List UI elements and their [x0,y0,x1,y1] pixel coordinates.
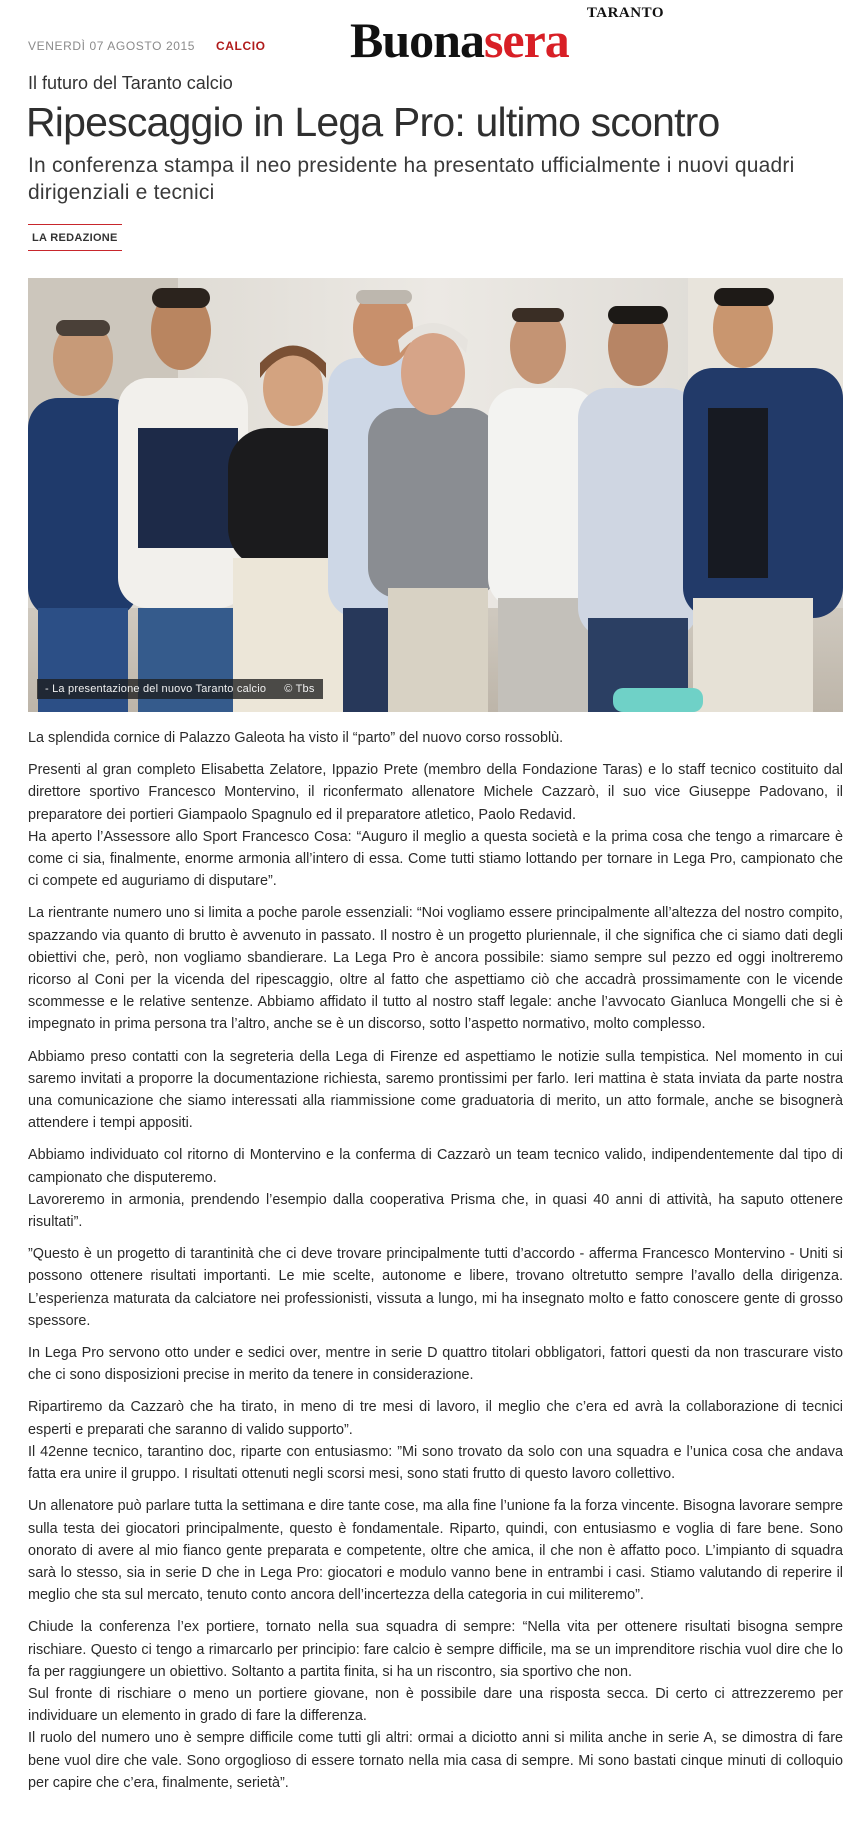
logo-word-2: sera [483,12,569,68]
body-paragraph: In Lega Pro servono otto under e sedici over, mentre in serie D quattro titolari obbligatori, fattori questi da non trascurare visto che ci sono disposizioni precise in merito da tenere in considerazione. [28,1345,843,1384]
body-paragraph: Un allenatore può parlare tutta la settimana e dire tante cose, ma alla fine l’unione fa la forza vincente. Bisogna lavorare sempre sulla testa dei giocatori principalmente, questo è fondamentale. Riparto, quindi, con entusiasmo e voglia di fare bene. Sono onorato di avere al mio fianco gente preparata e competente, oltre che amica, il che non è affatto poco. L’impianto di squadra sarà lo stesso, sia in serie D che in Lega Pro: giocatori e modulo vanno bene in entrambi i casi. Stiamo valutando di reperire il meglio che sta sul mercato, tenuto conto ancora dell’incertezza della categoria in cui militeremo”. [28,1498,843,1604]
body-paragraph: Abbiamo individuato col ritorno di Montervino e la conferma di Cazzarò un team tecnico valido, indipendentemente dal tipo di campionato che disputeremo. [28,1147,843,1186]
body-paragraph: Presenti al gran completo Elisabetta Zelatore, Ippazio Prete (membro della Fondazione Taras) e lo staff tecnico costituito dal direttore sportivo Francesco Montervino, il riconfermato allenatore Michele Cazzarò, il suo vice Giuseppe Padovano, il preparatore dei portieri Giampaolo Spagnulo ed il preparatore atletico, Paolo Redavid. [28,762,843,823]
publish-date: VENERDÌ 07 AGOSTO 2015 [28,39,196,53]
body-paragraph: Sul fronte di rischiare o meno un portiere giovane, non è possibile dare una risposta secca. Di certo ci attrezzeremo per individuare un elemento in grado di fare la differenza. [28,1685,843,1725]
logo-word-1: Buona [350,12,484,68]
logo-city: TARANTO [586,5,664,21]
body-paragraph: La rientrante numero uno si limita a poche parole essenziali: “Noi vogliamo essere principalmente all’altezza del nostro compito, spazzando via quanto di brutto è avvenuto in passato. Il nostro è un progetto pluriennale, il che significa che ci siamo dati degli obiettivi che, però, non vogliamo sbandierare. La Lega Pro è ancora possibile: siamo sempre sul pezzo ed oggi inoltreremo ricorso al Coni per la vicenda del ripescaggio, oltre al fatto che aspettiamo ciò che accadrà prossimamente con le vicende scommesse e le relative sentenze. Abbiamo affidato il tutto al nostro staff legale: anche l’avvocato Gianluca Mongelli che si è impegnato in prima persona tra l’altro, anche se è un discorso, sotto l’aspetto normativo, molto complesso. [28,905,843,1033]
author-byline[interactable]: LA REDAZIONE [28,224,122,251]
newspaper-logo[interactable] [350,5,666,68]
photo-credit: © Tbs [284,683,315,695]
group-photo-image [28,278,843,712]
body-paragraph: Ripartiremo da Cazzarò che ha tirato, in meno di tre mesi di lavoro, il meglio che c’era ed avrà la collaborazione di tecnici esperti e preparati che saranno di valido supporto”. [28,1399,843,1438]
photo-caption [37,679,323,699]
section-link[interactable]: CALCIO [216,39,266,53]
body-paragraph: Il ruolo del numero uno è sempre difficile come tutti gli altri: ormai a diciotto anni si milita anche in serie A, se dimostra di fare bene vuol dire che vale. Sono orgoglioso di essere tornato nella mia casa di sempre. Mi sono bastati cinque minuti di colloquio per capire che c’era, finalmente, serietà”. [28,1730,843,1791]
article-subhead: In conferenza stampa il neo presidente ha presentato ufficialmente i nuovi quadri dirigenziali e tecnici [28,154,795,204]
body-paragraph: Chiude la conferenza l’ex portiere, tornato nella sua squadra di sempre: “Nella vita per ottenere risultati bisogna sempre rischiare. Questo ci tengo a rimarcarlo per principio: fare calcio è sempre difficile, ma se un imprenditore rischia vuol dire che lo fa per raggiungere un obiettivo. Soltanto a partita finita, si ha un riscontro, sia sportivo che non. [28,1619,843,1680]
body-paragraph: Abbiamo preso contatti con la segreteria della Lega di Firenze ed aspettiamo le notizie sulla tempistica. Nel momento in cui saremo invitati a proporre la documentazione richiesta, saremo prontissimi per farlo. Ieri mattina è stata inviata da parte nostra una comunicazione che siamo interessati alla riammissione come graduatoria di merito, un atto formale, anche se bisognerà attendere i tempi appositi. [28,1048,843,1132]
body-paragraph: Il 42enne tecnico, tarantino doc, riparte con entusiasmo: ”Mi sono trovato da solo con una squadra e l’unica cosa che andava fatta era unire il gruppo. I risultati ottenuti negli scorsi mesi, sono stati frutto di questo lavoro collettivo. [28,1443,843,1483]
article-kicker: Il futuro del Taranto calcio [28,73,233,93]
body-paragraph: Lavoreremo in armonia, prendendo l’esempio dalla cooperativa Prisma che, in quasi 40 anni di attività, ha saputo ottenere risultati”. [28,1191,843,1231]
page-header [0,0,859,70]
logo-wordmark [350,12,569,68]
article-photo[interactable] [28,278,843,712]
body-paragraph: La splendida cornice di Palazzo Galeota ha visto il “parto” del nuovo corso rossoblù. [28,730,564,746]
body-paragraph: ”Questo è un progetto di tarantinità che ci deve trovare principalmente tutti d’accordo - afferma Francesco Montervino - Uniti si possono ottenere risultati importanti. Le mie scelte, autonome e libere, trovano oltretutto sempre l’avallo della dirigenza. L’esperienza maturata da calciatore nei professionisti, vissuta a lungo, mi ha insegnato molto e fatto conoscere gente di grosso spessore. [28,1246,843,1329]
photo-caption-text: - La presentazione del nuovo Taranto calcio [45,683,267,695]
article-body [28,727,843,1804]
body-paragraph: Ha aperto l’Assessore allo Sport Francesco Cosa: “Auguro il meglio a questa società e la prima cosa che tengo a rimarcare è come ci sia, finalmente, enorme armonia all’intero di essa. Come tutti stiamo lottando per tornare in Lega Pro, campionato che ci compete ed auguriamo di disputare”. [28,828,843,890]
article-headline: Ripescaggio in Lega Pro: ultimo scontro [26,99,720,145]
